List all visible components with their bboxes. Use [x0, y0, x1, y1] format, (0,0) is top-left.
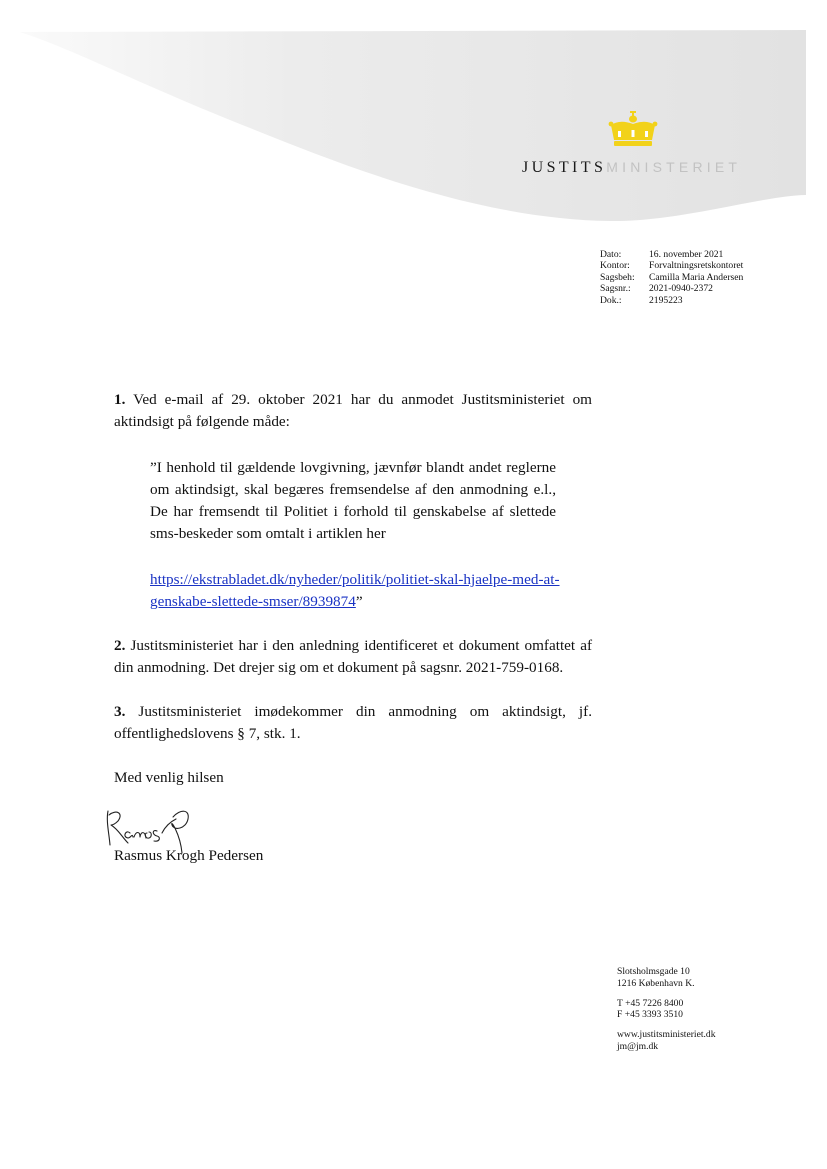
closing-greeting: Med venlig hilsen	[114, 769, 224, 786]
header-band	[0, 0, 827, 240]
paragraph-number: 3.	[114, 703, 126, 720]
paragraph-1	[114, 389, 592, 433]
footer-web	[617, 1029, 716, 1053]
paragraph-2	[114, 635, 592, 679]
article-link-paragraph	[150, 569, 570, 613]
crown-icon	[608, 111, 658, 151]
meta-row	[600, 260, 743, 271]
paragraph-text: Ved e-mail af 29. oktober 2021 har du anmodet Justitsministeriet om aktindsigt på følgende måde:	[114, 391, 592, 430]
meta-value: Forvaltningsretskontoret	[649, 260, 744, 272]
email: jm@jm.dk	[617, 1040, 659, 1052]
letter-body	[114, 389, 592, 789]
quoted-request: ”I henhold til gældende lovgivning, jævnfør blandt andet reglerne om aktindsigt, skal begæres fremsendelse af den anmodning e.l., De har fremsendt til Politiet i forhold til genskabelse af slettede sms-beskeder som omtalt i artiklen her	[150, 459, 556, 542]
meta-row	[600, 295, 743, 306]
meta-value: 2195223	[649, 294, 683, 306]
ministry-logo	[522, 159, 741, 177]
paragraph-number: 1.	[114, 391, 126, 408]
paragraph-text: Justitsministeriet har i den anledning identificeret et dokument omfattet af din anmodning. Det drejer sig om et dokument på sagsnr. 2021-759-0168.	[114, 637, 592, 676]
paragraph-text: Justitsministeriet imødekommer din anmodning om aktindsigt, jf. offentlighedslovens § 7, stk. 1.	[114, 703, 592, 742]
meta-value: Camilla Maria Andersen	[649, 271, 744, 283]
meta-row	[600, 272, 743, 283]
address-line: 1216 København K.	[617, 977, 695, 989]
meta-row	[600, 249, 743, 260]
logo-part2: MINISTERIET	[606, 159, 742, 175]
meta-key: Dok.:	[600, 294, 622, 306]
meta-row	[600, 283, 743, 294]
paragraph-3	[114, 701, 592, 745]
footer-address	[617, 966, 716, 990]
footer-phones	[617, 998, 716, 1022]
document-metadata	[600, 249, 743, 306]
meta-value: 2021-0940-2372	[649, 283, 713, 295]
meta-key: Sagsbeh:	[600, 271, 635, 283]
signer-name: Rasmus Krogh Pedersen	[114, 847, 264, 864]
website: www.justitsministeriet.dk	[617, 1029, 716, 1041]
fax-number: F +45 3393 3510	[617, 1009, 683, 1021]
meta-key: Kontor:	[600, 260, 630, 272]
footer-contact	[617, 966, 716, 1061]
phone-number: T +45 7226 8400	[617, 997, 684, 1009]
meta-value: 16. november 2021	[649, 249, 724, 260]
paragraph-number: 2.	[114, 637, 126, 654]
logo-part1: JUSTITS	[522, 159, 607, 176]
meta-key: Sagsnr.:	[600, 283, 631, 295]
article-link[interactable]: https://ekstrabladet.dk/nyheder/politik/politiet-skal-hjaelpe-med-at-genskabe-slettede-smser/8939874	[150, 571, 560, 610]
meta-key: Dato:	[600, 249, 622, 260]
link-close-quote: ”	[355, 593, 363, 610]
address-line: Slotsholmsgade 10	[617, 966, 690, 977]
